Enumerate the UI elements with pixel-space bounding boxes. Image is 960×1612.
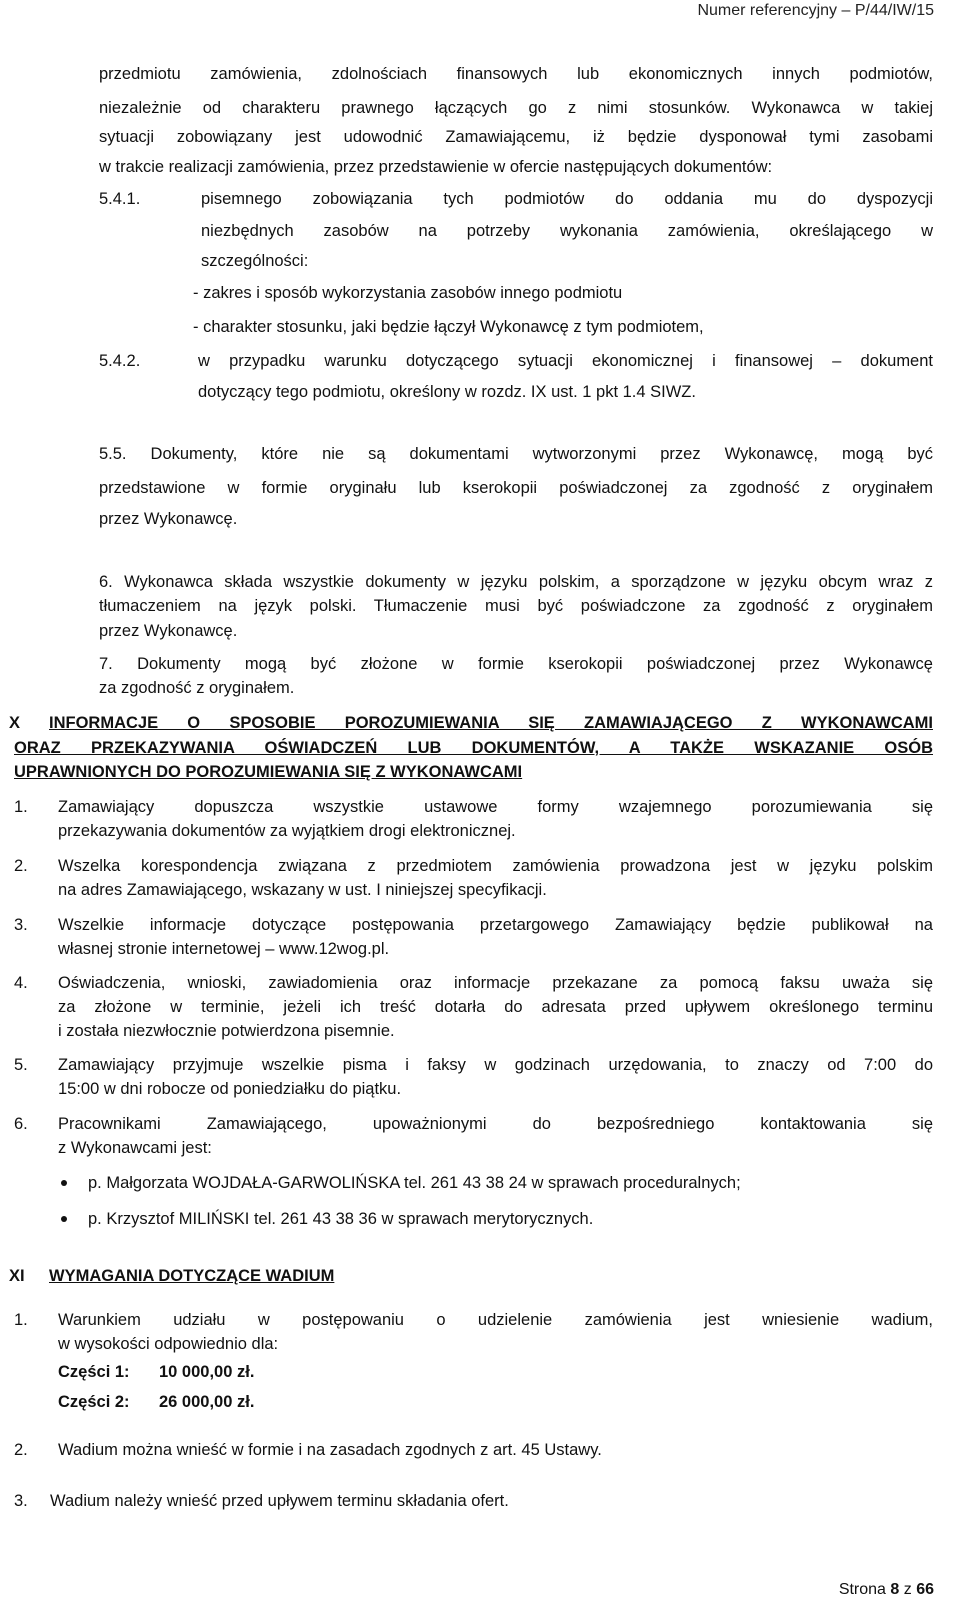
section-title: WYMAGANIA DOTYCZĄCE WADIUM (49, 1267, 335, 1285)
item-text: dotyczący tego podmiotu, określony w rozdz. IX ust. 1 pkt 1.4 SIWZ. (198, 383, 696, 401)
item-text: tłumaczeniem na język polski. Tłumaczenie musi być poświadczone za zgodność z oryginałem (99, 597, 933, 615)
item-text: 6. Wykonawca składa wszystkie dokumenty w języku polskim, a sporządzone w języku obcym wraz z (99, 573, 933, 591)
item-number: 5. (14, 1056, 28, 1074)
page-counter (839, 1579, 934, 1601)
section-numeral: X (9, 714, 21, 732)
item-number: 2. (14, 1441, 28, 1459)
part-amount: 26 000,00 zł. (159, 1393, 255, 1411)
item-text: przez Wykonawcę. (99, 622, 238, 640)
page-total: 66 (916, 1581, 934, 1598)
item-text: Zamawiający przyjmuje wszelkie pisma i faksy w godzinach urzędowania, to znaczy od 7:00 do (58, 1056, 933, 1074)
item-number: 6. (14, 1115, 28, 1133)
item-text: 7. Dokumenty mogą być złożone w formie kserokopii poświadczonej przez Wykonawcę (99, 655, 933, 673)
item-text: - charakter stosunku, jaki będzie łączył Wykonawcę z tym podmiotem, (193, 318, 704, 336)
item-text: w wysokości odpowiednio dla: (58, 1335, 279, 1353)
item-text: i została niezwłocznie potwierdzona pisemnie. (58, 1022, 395, 1040)
item-text: z Wykonawcami jest: (58, 1139, 212, 1157)
section-title: UPRAWNIONYCH DO POROZUMIEWANIA SIĘ Z WYKONAWCAMI (14, 763, 523, 781)
item-number: 3. (14, 916, 28, 934)
page-separator: z (899, 1581, 917, 1598)
item-number: 5.4.2. (99, 352, 141, 370)
item-number: 1. (14, 1311, 28, 1329)
page-number: 8 (890, 1581, 900, 1598)
section-title: INFORMACJE O SPOSOBIE POROZUMIEWANIA SIĘ ZAMAWIAJĄCEGO Z WYKONAWCAMI (49, 714, 933, 732)
item-text: Zamawiający dopuszcza wszystkie ustawowe formy wzajemnego porozumiewania się (58, 798, 933, 816)
item-text: za złożone w terminie, jeżeli ich treść dotarła do adresata przed upływem określonego terminu (58, 998, 933, 1016)
item-text: Wszelka korespondencja związana z przedmiotem zamówienia prowadzona jest w języku polskim (58, 857, 933, 875)
item-text: - zakres i sposób wykorzystania zasobów innego podmiotu (193, 284, 623, 302)
intro-line: niezależnie od charakteru prawnego łączących go z nimi stosunków. Wykonawca w takiej (99, 99, 933, 117)
reference-number: Numer referencyjny – P/44/IW/15 (697, 2, 934, 19)
page-prefix: Strona (838, 1581, 891, 1598)
item-text: przedstawione w formie oryginału lub kserokopii poświadczonej za zgodność z oryginałem (99, 479, 933, 497)
item-text: Wadium można wnieść w formie i na zasadach zgodnych z art. 45 Ustawy. (58, 1441, 602, 1459)
item-text: niezbędnych zasobów na potrzeby wykonania zamówienia, określającego w (201, 222, 933, 240)
intro-line: w trakcie realizacji zamówienia, przez przedstawienie w ofercie następujących dokumentów: (99, 158, 773, 176)
item-text: przez Wykonawcę. (99, 510, 238, 528)
item-text: 15:00 w dni robocze od poniedziałku do piątku. (58, 1080, 402, 1098)
item-text: szczególności: (201, 252, 309, 270)
item-text: na adres Zamawiającego, wskazany w ust. I niniejszej specyfikacji. (58, 881, 547, 899)
intro-line: sytuacji zobowiązany jest udowodnić Zamawiającemu, iż będzie dysponował tymi zasobami (99, 128, 933, 146)
contact-item: p. Krzysztof MILIŃSKI tel. 261 43 38 36 w sprawach merytorycznych. (88, 1210, 594, 1228)
item-text: pisemnego zobowiązania tych podmiotów do oddania mu do dyspozycji (201, 190, 933, 208)
section-title: ORAZ PRZEKAZYWANIA OŚWIADCZEŃ LUB DOKUMENTÓW, A TAKŻE WSKAZANIE OSÓB (14, 739, 933, 757)
item-number: 2. (14, 857, 28, 875)
item-text: 5.5. Dokumenty, które nie są dokumentami wytworzonymi przez Wykonawcę, mogą być (99, 445, 933, 463)
item-text: Warunkiem udziału w postępowaniu o udzielenie zamówienia jest wniesienie wadium, (58, 1311, 933, 1329)
item-text: Oświadczenia, wnioski, zawiadomienia oraz informacje przekazane za pomocą faksu uważa się (58, 974, 933, 992)
part-label: Części 1: (58, 1363, 130, 1381)
item-number: 4. (14, 974, 28, 992)
item-text: Wszelkie informacje dotyczące postępowania przetargowego Zamawiający będzie publikował na (58, 916, 933, 934)
item-number: 1. (14, 798, 28, 816)
item-text: własnej stronie internetowej – www.12wog.pl. (58, 940, 390, 958)
intro-line: przedmiotu zamówienia, zdolnościach finansowych lub ekonomicznych innych podmiotów, (99, 65, 933, 83)
item-text: w przypadku warunku dotyczącego sytuacji ekonomicznej i finansowej – dokument (198, 352, 933, 370)
part-label: Części 2: (58, 1393, 130, 1411)
item-number: 3. (14, 1492, 28, 1510)
section-numeral: XI (9, 1267, 25, 1285)
item-text: Pracownikami Zamawiającego, upoważnionymi do bezpośredniego kontaktowania się (58, 1115, 933, 1133)
contact-item: p. Małgorzata WOJDAŁA-GARWOLIŃSKA tel. 261 43 38 24 w sprawach proceduralnych; (88, 1174, 741, 1192)
item-number: 5.4.1. (99, 190, 141, 208)
part-amount: 10 000,00 zł. (159, 1363, 255, 1381)
item-text: za zgodność z oryginałem. (99, 679, 295, 697)
bullet-icon (61, 1216, 67, 1222)
bullet-icon (61, 1180, 67, 1186)
item-text: Wadium należy wnieść przed upływem terminu składania ofert. (50, 1492, 509, 1510)
item-text: przekazywania dokumentów za wyjątkiem drogi elektronicznej. (58, 822, 516, 840)
